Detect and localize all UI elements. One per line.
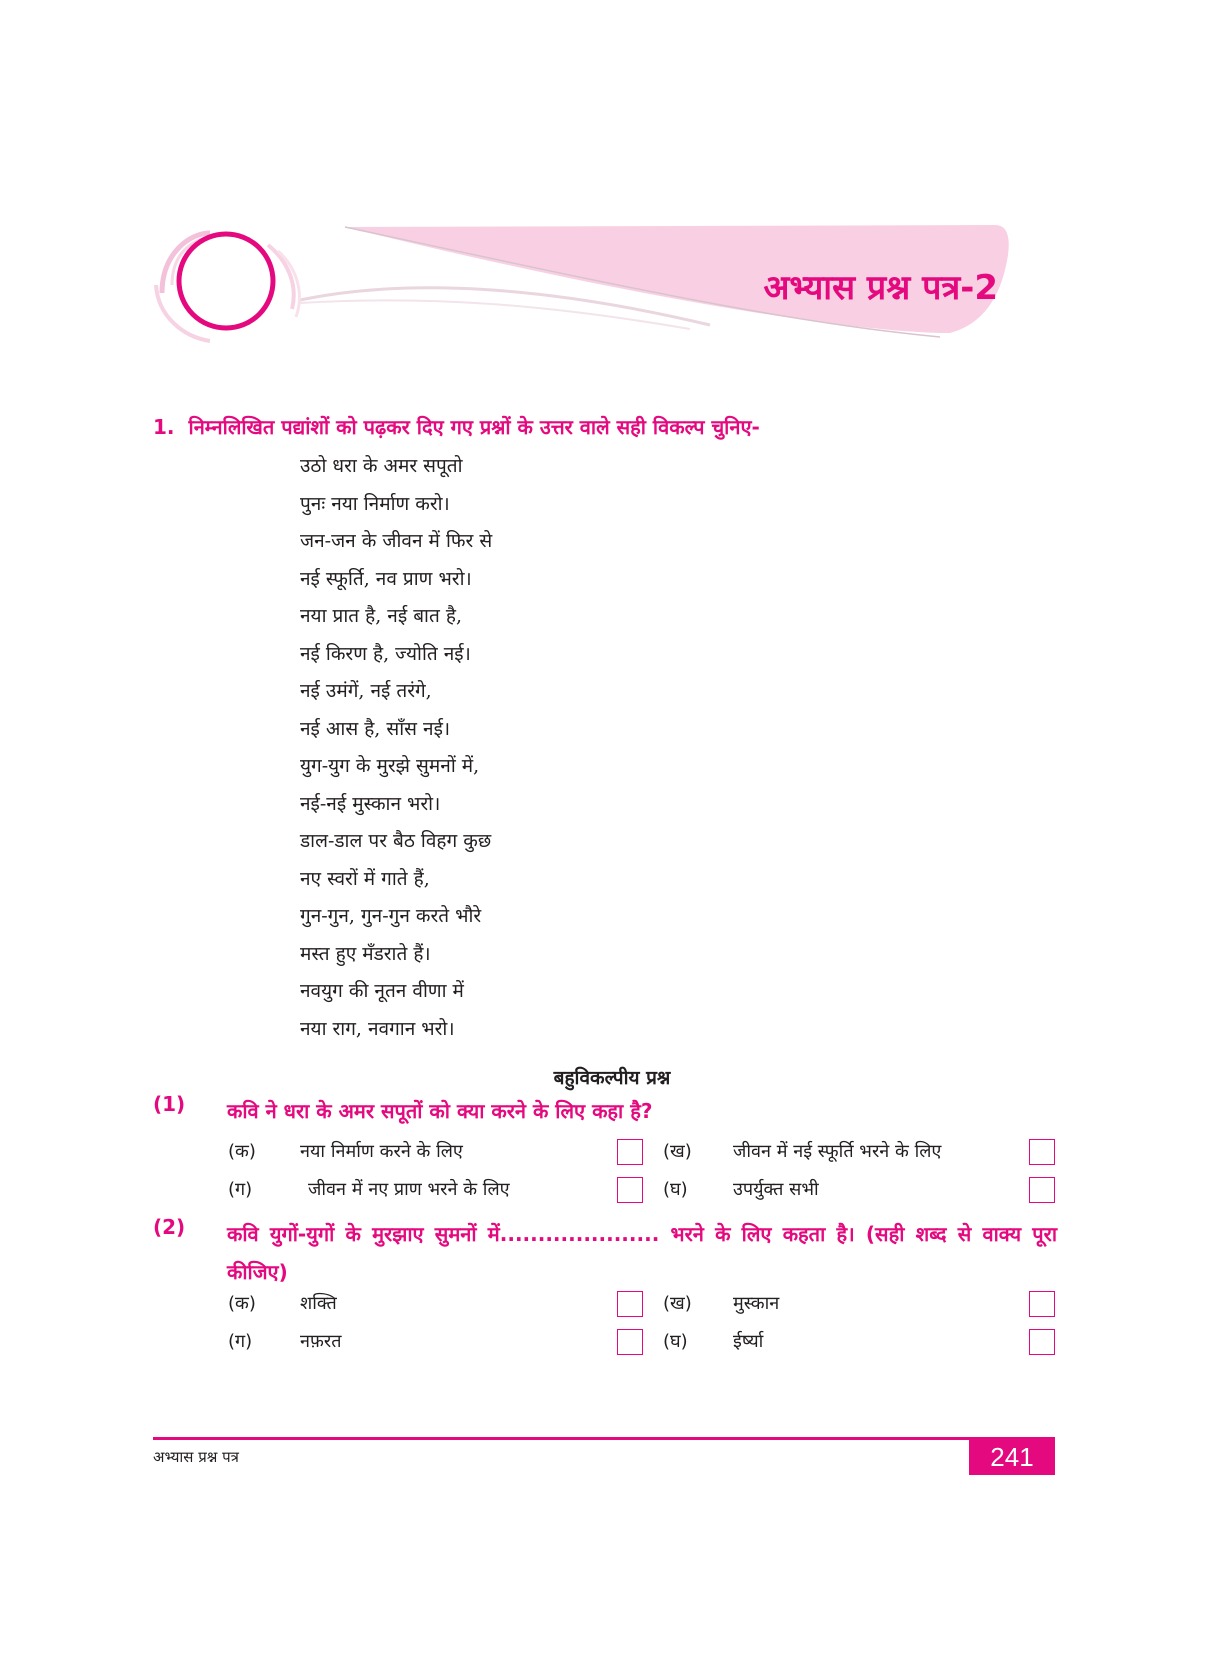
question-text: कवि युगों-युगों के मुरझाए सुमनों में..................... भरने के लिए कहता है। (सही शब्द से वाक्य पूरा कीजिए): [227, 1222, 1057, 1284]
option-label: (घ): [663, 1331, 688, 1352]
page-number: 241: [969, 1439, 1055, 1475]
option-text: नफ़रत: [300, 1331, 342, 1352]
poem-line: डाल-डाल पर बैठ विहग कुछ: [300, 830, 492, 852]
question-text: कवि ने धरा के अमर सपूतों को क्या करने के लिए कहा है?: [227, 1099, 653, 1123]
poem-line: नया प्रात है, नई बात है,: [300, 605, 462, 627]
poem-line: नई उमंगें, नई तरंगे,: [300, 680, 432, 702]
poem-line: नई किरण है, ज्योति नई।: [300, 642, 471, 665]
poem-line: पुनः नया निर्माण करो।: [300, 492, 450, 515]
option-label: (क): [228, 1141, 256, 1162]
poem-line: नई स्फूर्ति, नव प्राण भरो।: [300, 567, 472, 590]
option-2-ka-checkbox[interactable]: [617, 1291, 643, 1317]
option-text: नया निर्माण करने के लिए: [300, 1141, 463, 1162]
option-text: जीवन में नई स्फूर्ति भरने के लिए: [733, 1141, 942, 1162]
option-label: (ख): [663, 1141, 692, 1162]
mcq-heading: बहुविकल्पीय प्रश्न: [553, 1067, 671, 1089]
poem-line: नवयुग की नूतन वीणा में: [300, 980, 464, 1002]
circle-ornament-icon: [179, 234, 273, 328]
option-text: मुस्कान: [733, 1293, 780, 1314]
option-label: (ख): [663, 1293, 692, 1314]
poem-line: उठो धरा के अमर सपूतो: [300, 455, 463, 477]
page-title: अभ्यास प्रश्न पत्र-2: [763, 268, 998, 308]
option-1-ka-checkbox[interactable]: [617, 1139, 643, 1165]
option-1-gha-checkbox[interactable]: [1029, 1177, 1055, 1203]
header-banner: [150, 225, 1060, 355]
option-text: ईर्ष्या: [733, 1331, 764, 1352]
poem-line: नई-नई मुस्कान भरो।: [300, 792, 441, 815]
option-2-kha-checkbox[interactable]: [1029, 1291, 1055, 1317]
option-1-kha-checkbox[interactable]: [1029, 1139, 1055, 1165]
footer-divider: [153, 1437, 1055, 1440]
section-number: 1.: [153, 415, 175, 439]
option-label: (ग): [228, 1331, 253, 1352]
poem-line: नया राग, नवगान भरो।: [300, 1017, 455, 1040]
option-2-gha-checkbox[interactable]: [1029, 1329, 1055, 1355]
poem-line: मस्त हुए मँडराते हैं।: [300, 942, 431, 965]
option-text: जीवन में नए प्राण भरने के लिए: [308, 1179, 510, 1200]
option-label: (ग): [228, 1179, 253, 1200]
option-text: शक्ति: [300, 1293, 337, 1314]
question-number: (1): [153, 1092, 186, 1116]
option-2-ga-checkbox[interactable]: [617, 1329, 643, 1355]
poem: [300, 448, 492, 1048]
poem-line: युग-युग के मुरझे सुमनों में,: [300, 755, 480, 777]
question-number: (2): [153, 1215, 186, 1239]
section-instruction-text: निम्नलिखित पद्यांशों को पढ़कर दिए गए प्रश्नों के उत्तर वाले सही विकल्प चुनिए-: [188, 415, 760, 439]
option-label: (घ): [663, 1179, 688, 1200]
poem-line: गुन-गुन, गुन-गुन करते भौरे: [300, 905, 482, 927]
poem-line: नई आस है, साँस नई।: [300, 717, 451, 740]
section-instruction: [153, 413, 760, 440]
footer-title: अभ्यास प्रश्न पत्र: [153, 1448, 239, 1466]
option-text: उपर्युक्त सभी: [733, 1179, 819, 1200]
option-1-ga-checkbox[interactable]: [617, 1177, 643, 1203]
poem-line: जन-जन के जीवन में फिर से: [300, 530, 493, 552]
option-label: (क): [228, 1293, 256, 1314]
poem-line: नए स्वरों में गाते हैं,: [300, 867, 430, 890]
